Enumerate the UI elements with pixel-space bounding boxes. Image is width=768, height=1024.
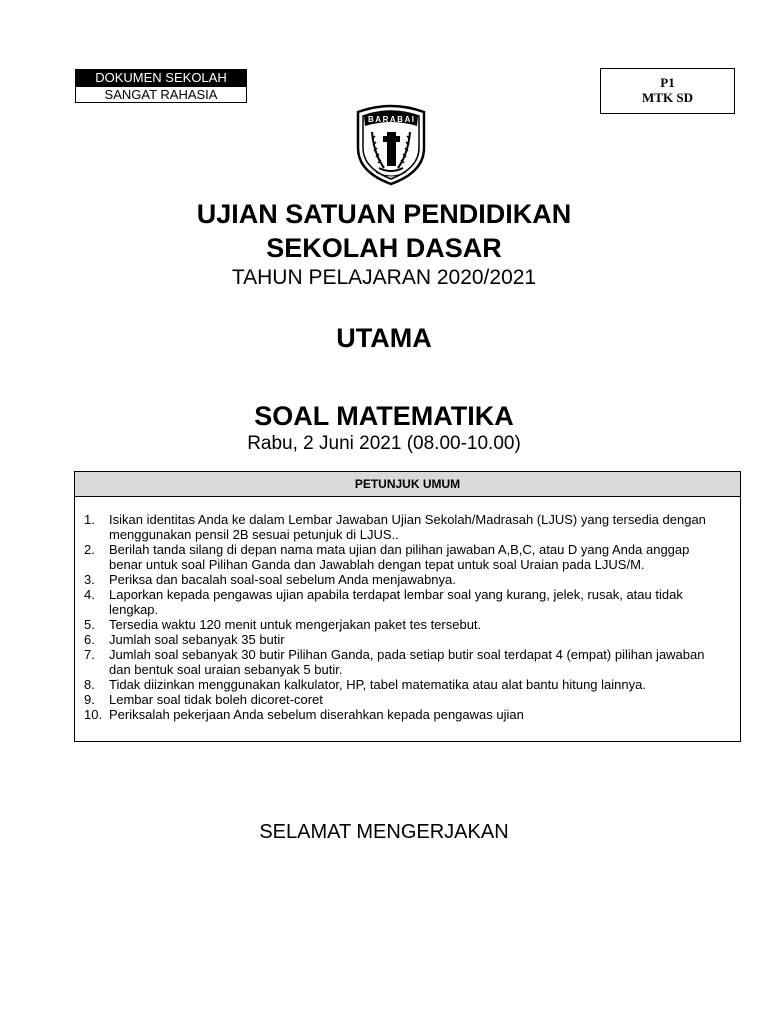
- instruction-text: Berilah tanda silang di depan nama mata ujian dan pilihan jawaban A,B,C, atau D yang Anda anggap benar untuk soal Pilihan Ganda dan Jawablah dengan tepat untuk soal Uraian pada LJUS/M.: [109, 542, 690, 572]
- instruction-item: [75, 572, 740, 587]
- instruction-item: [75, 647, 740, 677]
- instruction-item: [75, 617, 740, 632]
- academic-year: TAHUN PELAJARAN 2020/2021: [231, 266, 537, 289]
- classification-line-school-document: DOKUMEN SEKOLAH: [76, 70, 246, 86]
- document-classification-label: [75, 69, 247, 103]
- closing-message: SELAMAT MENGERJAKAN: [259, 821, 509, 843]
- instruction-number: 7.: [84, 647, 95, 662]
- exam-title-line-2: SEKOLAH DASAR: [266, 233, 502, 263]
- exam-subject: SOAL MATEMATIKA: [254, 401, 514, 431]
- instruction-number: 9.: [84, 692, 95, 707]
- instruction-item: [75, 677, 740, 692]
- instructions-heading: PETUNJUK UMUM: [75, 472, 740, 497]
- instruction-item: [75, 587, 740, 617]
- instruction-number: 5.: [84, 617, 95, 632]
- instruction-text: Isikan identitas Anda ke dalam Lembar Jawaban Ujian Sekolah/Madrasah (LJUS) yang tersedia dengan menggunakan pensil 2B sesuai petunjuk di LJUS..: [109, 512, 706, 542]
- package-code-box: [600, 68, 735, 114]
- instruction-number: 4.: [84, 587, 95, 602]
- subject-level-code: MTK SD: [642, 90, 693, 105]
- instruction-text: Periksa dan bacalah soal-soal sebelum Anda menjawabnya.: [109, 572, 456, 587]
- general-instructions-box: [74, 471, 741, 742]
- instruction-text: Periksalah pekerjaan Anda sebelum diserahkan kepada pengawas ujian: [109, 707, 524, 722]
- instruction-item: [75, 542, 740, 572]
- instruction-item: [75, 707, 740, 722]
- regional-emblem-icon: [354, 102, 428, 186]
- instruction-item: [75, 632, 740, 647]
- emblem-banner-text: BARABAI: [368, 115, 414, 124]
- instruction-text: Lembar soal tidak boleh dicoret-coret: [109, 692, 323, 707]
- instruction-text: Tidak diizinkan menggunakan kalkulator, HP, tabel matematika atau alat bantu hitung lainnya.: [109, 677, 646, 692]
- exam-title-line-1: UJIAN SATUAN PENDIDIKAN: [196, 199, 572, 229]
- instruction-number: 3.: [84, 572, 95, 587]
- package-code: P1: [660, 75, 675, 90]
- exam-category: UTAMA: [336, 323, 432, 353]
- classification-line-top-secret: SANGAT RAHASIA: [76, 86, 246, 102]
- instruction-item: [75, 512, 740, 542]
- instruction-number: 1.: [84, 512, 95, 527]
- instruction-number: 8.: [84, 677, 95, 692]
- instruction-text: Laporkan kepada pengawas ujian apabila terdapat lembar soal yang kurang, jelek, rusak, atau tidak lengkap.: [109, 587, 683, 617]
- instruction-text: Tersedia waktu 120 menit untuk mengerjakan paket tes tersebut.: [109, 617, 482, 632]
- instruction-text: Jumlah soal sebanyak 30 butir Pilihan Ganda, pada setiap butir soal terdapat 4 (empat) pilihan jawaban dan bentuk soal uraian sebanyak 5 butir.: [109, 647, 705, 677]
- instruction-number: 6.: [84, 632, 95, 647]
- instruction-item: [75, 692, 740, 707]
- exam-schedule: Rabu, 2 Juni 2021 (08.00-10.00): [247, 433, 521, 454]
- instruction-number: 2.: [84, 542, 95, 557]
- instruction-text: Jumlah soal sebanyak 35 butir: [109, 632, 285, 647]
- instruction-number: 10.: [84, 707, 103, 722]
- instructions-list: [75, 512, 740, 722]
